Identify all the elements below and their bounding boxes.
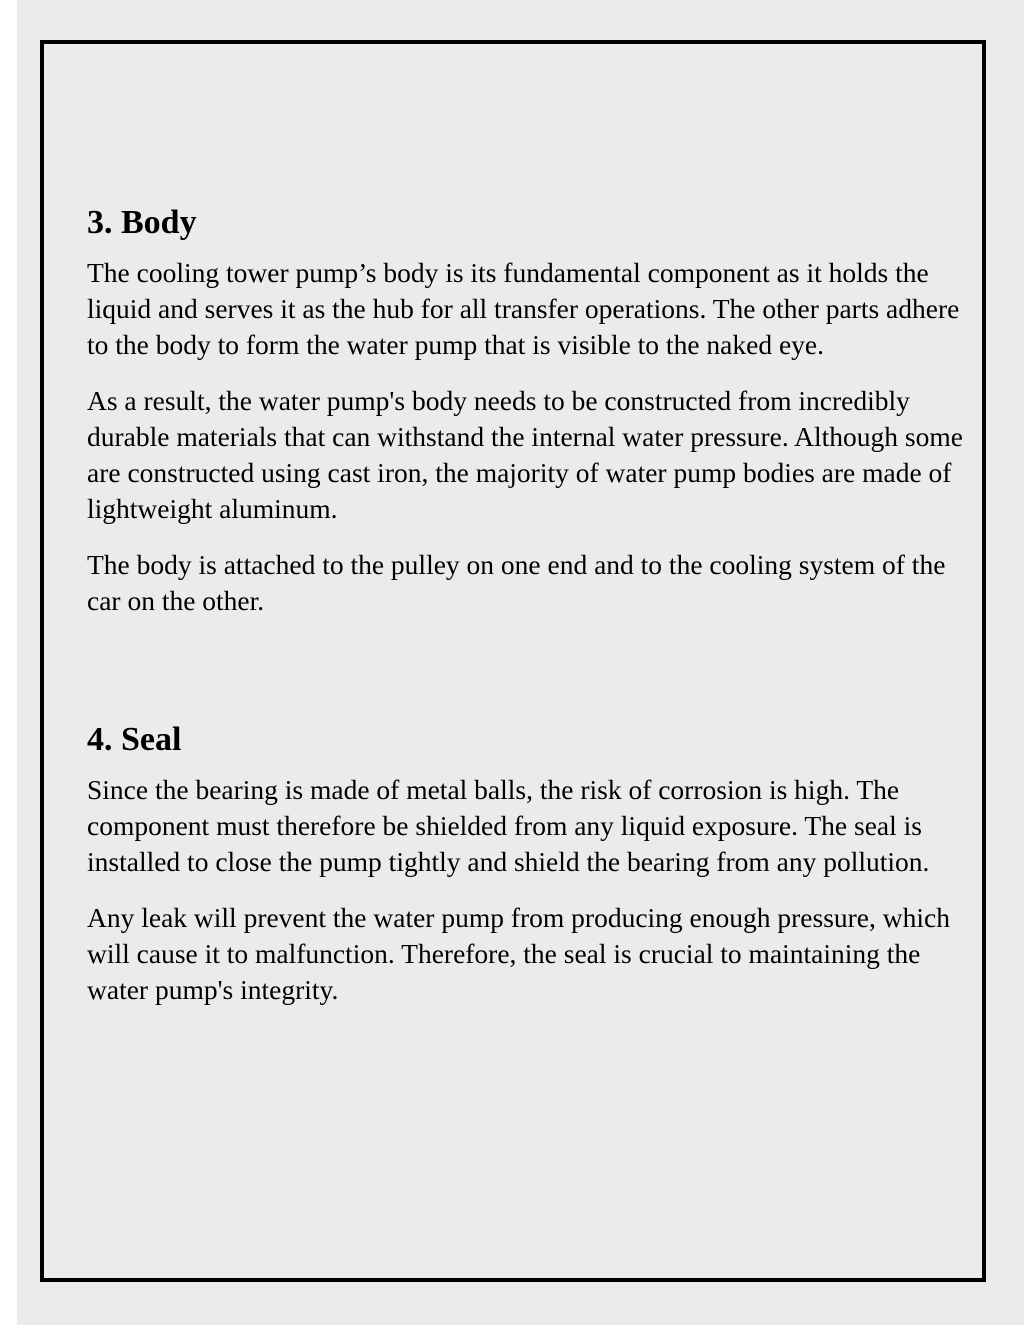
body-paragraph-3: The body is attached to the pulley on one end and to the cooling system of the car on the other. xyxy=(87,549,946,616)
section-title-body: 3. Body xyxy=(87,204,197,241)
seal-paragraph-2: Any leak will prevent the water pump from producing enough pressure, which will cause it to malfunction. Therefore, the seal is crucial to maintaining the water pump's integrity. xyxy=(87,902,950,1005)
seal-paragraph-1: Since the bearing is made of metal balls, the risk of corrosion is high. The component must therefore be shielded from any liquid exposure. The seal is installed to close the pump tightly and shield the bearing from any pollution. xyxy=(87,774,930,877)
section-seal xyxy=(87,720,967,1008)
section-body xyxy=(87,203,967,619)
body-paragraph-1: The cooling tower pump’s body is its fundamental component as it holds the liquid and serves it as the hub for all transfer operations. The other parts adhere to the body to form the water pump that is visible to the naked eye. xyxy=(87,257,960,360)
section-title-seal: 4. Seal xyxy=(87,721,182,758)
body-paragraph-2: As a result, the water pump's body needs to be constructed from incredibly durable materials that can withstand the internal water pressure. Although some are constructed using cast iron, the majority of water pump bodies are made of lightweight aluminum. xyxy=(87,385,963,524)
